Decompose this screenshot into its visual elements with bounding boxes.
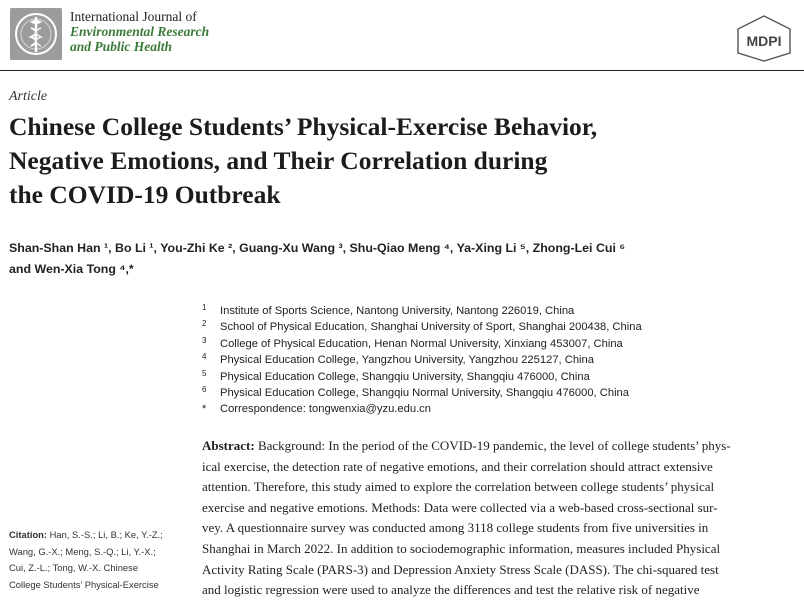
affiliation-item <box>202 385 802 401</box>
affiliation-number: 6 <box>202 385 207 395</box>
affiliation-list <box>202 303 802 418</box>
abstract-label: Abstract: <box>202 438 255 453</box>
abstract-line: exercise and negative emotions. Methods: Data were collected via a web-based cross-sectional sur- <box>202 499 718 515</box>
correspondence-mark: * <box>202 403 207 416</box>
affiliation-number: 5 <box>202 368 207 378</box>
journal-name-line2: Environmental Research <box>70 24 210 39</box>
abstract-line: and logistic regression were used to analyze the differences and test the relative risk of negative <box>202 582 700 598</box>
author-line: Shan-Shan Han ¹, Bo Li ¹, You-Zhi Ke ², Guang-Xu Wang ³, Shu-Qiao Meng ⁴, Ya-Xing Li ⁵, Zhong-Lei Cui ⁶ <box>9 241 626 255</box>
title-line: Negative Emotions, and Their Correlation during <box>9 146 548 175</box>
journal-logo <box>10 8 62 60</box>
affiliation-text: College of Physical Education, Henan Normal University, Xinxiang 453007, China <box>220 337 623 350</box>
affiliation-text: School of Physical Education, Shanghai University of Sport, Shanghai 200438, China <box>220 321 642 334</box>
affiliation-number: 2 <box>202 319 207 329</box>
abstract-line <box>202 436 797 457</box>
citation-block <box>9 527 189 593</box>
citation-line: Wang, G.-X.; Meng, S.-Q.; Li, Y.-X.; <box>9 545 156 557</box>
abstract <box>202 436 797 601</box>
abstract-line: Activity Rating Scale (PARS-3) and Depression Anxiety Stress Scale (DASS). The chi-squared test <box>202 561 719 577</box>
journal-header <box>0 0 804 72</box>
abstract-line: vey. A questionnaire survey was conducted among 3118 college students from five universities in <box>202 520 709 536</box>
journal-name-line1: International Journal of <box>70 9 197 24</box>
author-list <box>9 238 799 280</box>
affiliation-item <box>202 336 802 352</box>
affiliation-text: Physical Education College, Shangqiu University, Shangqiu 476000, China <box>220 370 590 383</box>
citation-line <box>9 527 189 544</box>
journal-name-line3: and Public Health <box>70 39 173 54</box>
affiliation-text: Physical Education College, Yangzhou University, Yangzhou 225127, China <box>220 354 594 367</box>
title-line: the COVID-19 Outbreak <box>9 180 281 209</box>
title-line: Chinese College Students’ Physical-Exercise Behavior, <box>9 112 598 141</box>
citation-label: Citation: <box>9 529 48 540</box>
caduceus-icon <box>10 8 62 60</box>
correspondence-text: Correspondence: tongwenxia@yzu.edu.cn <box>220 403 431 416</box>
affiliation-item <box>202 352 802 368</box>
abstract-line: ical exercise, the detection rate of negative emotions, and their correlation should attract extensive <box>202 458 713 474</box>
citation-text: Han, S.-S.; Li, B.; Ke, Y.-Z.; <box>49 529 163 540</box>
affiliation-item <box>202 303 802 319</box>
article-title <box>9 110 709 212</box>
abstract-text: Background: In the period of the COVID-19 pandemic, the level of college students’ phys- <box>257 438 731 453</box>
publisher-logo <box>732 14 796 62</box>
journal-name <box>70 9 209 54</box>
affiliation-number: 4 <box>202 352 207 362</box>
author-line: and Wen-Xia Tong ⁴,* <box>9 262 134 276</box>
abstract-line: Shanghai in March 2022. In addition to sociodemographic information, measures included Physical <box>202 540 721 556</box>
citation-line: Cui, Z.-L.; Tong, W.-X. Chinese <box>9 562 139 573</box>
affiliation-number: 1 <box>202 303 207 312</box>
affiliation-number: 3 <box>202 335 207 345</box>
correspondence-item <box>202 401 802 417</box>
affiliation-item <box>202 369 802 385</box>
affiliation-text: Institute of Sports Science, Nantong University, Nantong 226019, China <box>220 305 575 317</box>
publisher-logo-text: MDPI <box>746 33 782 49</box>
affiliation-text: Physical Education College, Shangqiu Normal University, Shangqiu 476000, China <box>220 387 629 400</box>
article-type: Article <box>9 89 48 104</box>
abstract-line: attention. Therefore, this study aimed to explore the correlation between college students’ physical <box>202 479 715 495</box>
affiliation-item <box>202 319 802 335</box>
header-divider <box>0 70 804 71</box>
citation-line: College Students’ Physical-Exercise <box>9 578 159 590</box>
